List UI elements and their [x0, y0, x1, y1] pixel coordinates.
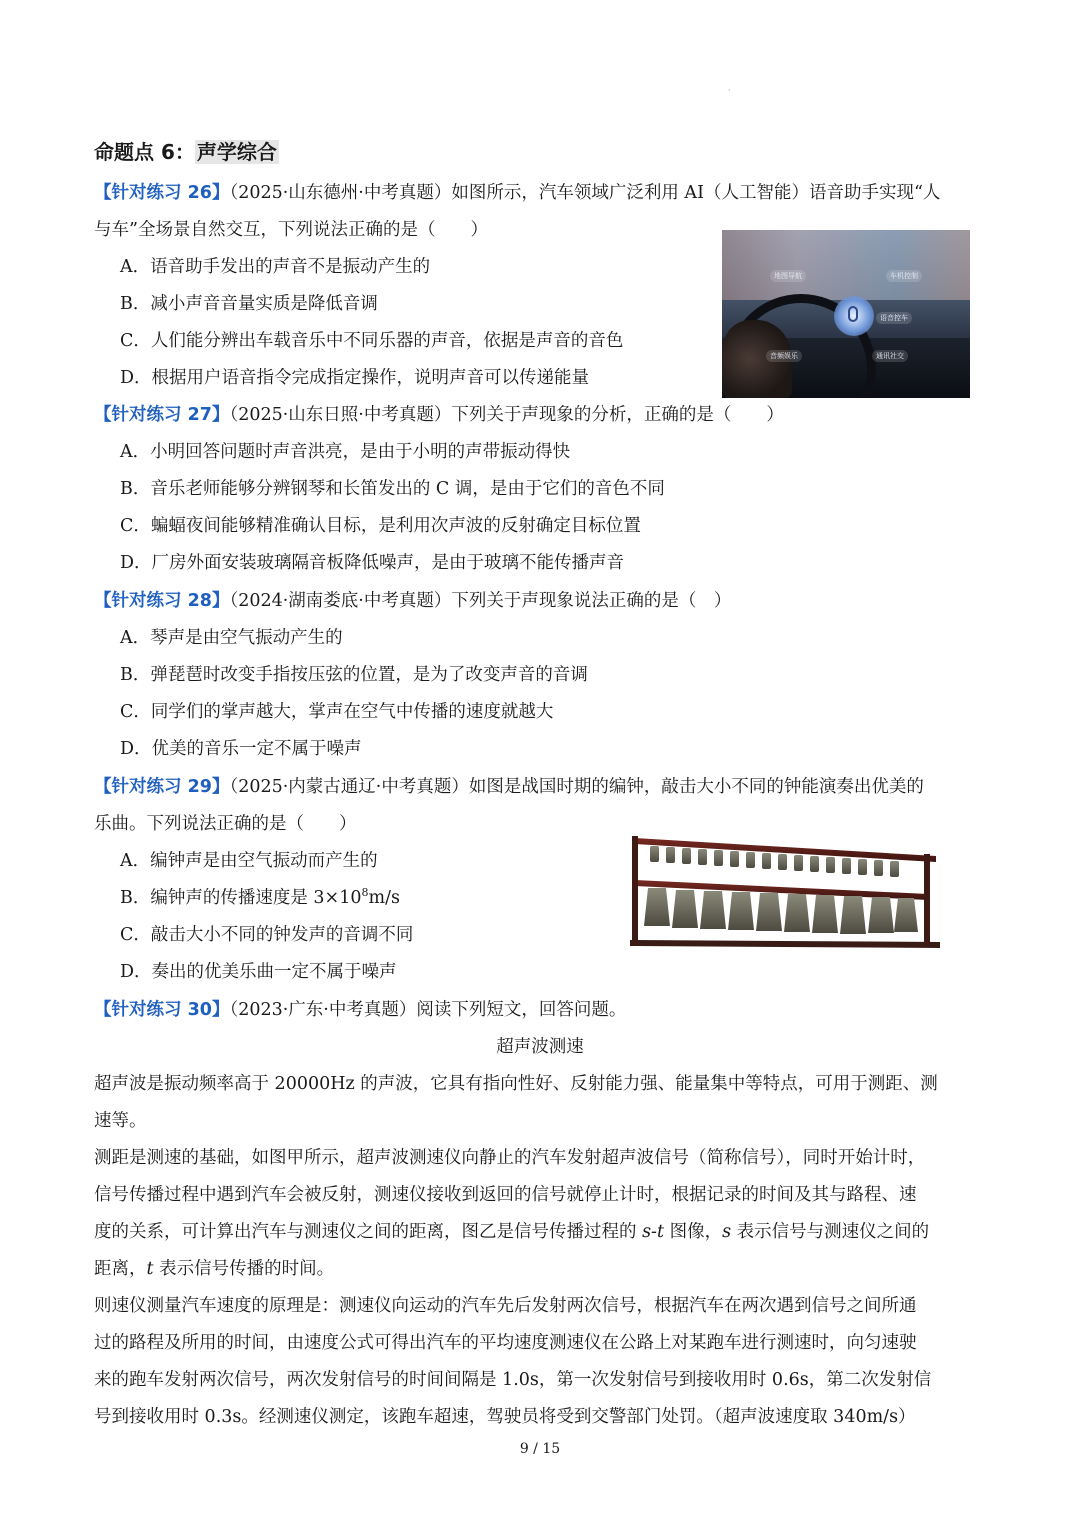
q28-option-a: A．琴声是由空气振动产生的 — [120, 628, 343, 648]
article-p2-line-1: 测距是测速的基础，如图甲所示，超声波测速仪向静止的汽车发射超声波信号（简称信号），同时开始计时， — [94, 1148, 926, 1168]
article-p3-line-1: 则速仪测量汽车速度的原理是：测速仪向运动的汽车先后发射两次信号，根据汽车在两次遇到信号之间所通 — [94, 1296, 917, 1316]
article-p2-l4-c: 表示信号传播的时间。 — [153, 1259, 335, 1279]
article-p3-line-3: 来的跑车发射两次信号，两次发射信号的时间间隔是 1.0s，第一次发射信号到接收用时 0.6s，第二次发射信 — [94, 1370, 932, 1390]
q29-option-b-exponent: 8 — [361, 886, 369, 900]
article-p2-l3-e: 表示信号与测速仪之间的 — [731, 1222, 930, 1242]
q30-stem-line-1 — [94, 995, 626, 1025]
q28-option-c: C．同学们的掌声越大，掌声在空气中传播的速度就越大 — [120, 702, 554, 722]
q29-option-d: D．奏出的优美乐曲一定不属于噪声 — [120, 962, 397, 982]
q26-tag: 【针对练习 26】 — [94, 183, 230, 203]
q29-option-b-text: B．编钟声的传播速度是 3×10 — [120, 888, 362, 908]
section-heading — [94, 137, 279, 167]
q29-option-c: C．敲击大小不同的钟发声的音调不同 — [120, 925, 414, 945]
q27-option-a: A．小明回答问题时声音洪亮，是由于小明的声带振动得快 — [120, 442, 571, 462]
q29-stem-text-1: （2025·内蒙古通辽·中考真题）如图是战国时期的编钟，敲击大小不同的钟能演奏出优美的 — [229, 777, 924, 797]
article-p2-l3-st: s-t — [642, 1222, 664, 1242]
bell-rack-base — [630, 940, 940, 948]
q27-option-c: C．蝙蝠夜间能够精准确认目标，是利用次声波的反射确定目标位置 — [120, 516, 641, 536]
figure-label-voice-control: 语音控车 — [876, 312, 912, 324]
figure-label-car-control: 车机控制 — [886, 270, 922, 282]
q27-option-b: B．音乐老师能够分辨钢琴和长笛发出的 C 调，是由于它们的音色不同 — [120, 479, 665, 499]
bell-rack-post-left — [632, 836, 638, 946]
q26-option-b: B．减小声音音量实质是降低音调 — [120, 294, 378, 314]
figure-label-nav: 地图导航 — [770, 270, 806, 282]
q30-tag: 【针对练习 30】 — [94, 1000, 230, 1020]
q28-option-d: D．优美的音乐一定不属于噪声 — [120, 739, 362, 759]
q29-stem-line-2: 乐曲。下列说法正确的是（ ） — [94, 814, 357, 834]
q26-stem-line-2: 与车”全场景自然交互，下列说法正确的是（ ） — [94, 220, 488, 240]
q28-tag: 【针对练习 28】 — [94, 591, 230, 611]
article-p1-line-2: 速等。 — [94, 1111, 147, 1131]
q26-stem-text-1: （2025·山东德州·中考真题）如图所示，汽车领域广泛利用 AI（人工智能）语音助手实现“人 — [229, 183, 941, 203]
article-p2-l3-c: 图像， — [664, 1222, 723, 1242]
article-p2-l4-a: 距离， — [94, 1259, 147, 1279]
article-p2-l3-a: 度的关系，可计算出汽车与测速仪之间的距离，图乙是信号传播过程的 — [94, 1222, 643, 1242]
q26-option-c: C．人们能分辨出车载音乐中不同乐器的声音，依据是声音的音色 — [120, 331, 624, 351]
bell-rack-post-right — [924, 854, 930, 946]
q26-option-d: D．根据用户语音指令完成指定操作，说明声音可以传递能量 — [120, 368, 590, 388]
article-p2-line-4 — [94, 1254, 334, 1284]
q26-option-a: A．语音助手发出的声音不是振动产生的 — [120, 257, 431, 277]
q27-tag: 【针对练习 27】 — [94, 405, 230, 425]
article-p2-l4-t: t — [146, 1259, 154, 1279]
q26-stem-line-1 — [94, 178, 940, 208]
article-p2-line-2: 信号传播过程中遇到汽车会被反射，测速仪接收到返回的信号就停止计时，根据记录的时间及其与路程、速 — [94, 1185, 917, 1205]
q27-option-d: D．厂房外面安装玻璃隔音板降低噪声，是由于玻璃不能传播声音 — [120, 553, 625, 573]
q29-option-a: A．编钟声是由空气振动而产生的 — [120, 851, 378, 871]
microphone-icon — [834, 296, 874, 336]
q28-stem-line-1 — [94, 586, 731, 616]
figure-label-social: 通讯社交 — [872, 350, 908, 362]
q28-option-b: B．弹琵琶时改变手指按压弦的位置，是为了改变声音的音调 — [120, 665, 588, 685]
article-title: 超声波测速 — [496, 1037, 584, 1057]
margin-mark: · — [728, 86, 731, 95]
q29-tag: 【针对练习 29】 — [94, 777, 230, 797]
q28-stem-text: （2024·湖南娄底·中考真题）下列关于声现象说法正确的是（ ） — [229, 591, 732, 611]
article-p3-line-4: 号到接收用时 0.3s。经测速仪测定，该跑车超速，驾驶员将受到交警部门处罚。（超声波速度取 340m/s） — [94, 1407, 916, 1427]
q29-option-b — [120, 883, 400, 913]
q27-stem-line-1 — [94, 400, 784, 430]
article-p3-line-2: 过的路程及所用的时间，由速度公式可得出汽车的平均速度测速仪在公路上对某跑车进行测速时，向匀速驶 — [94, 1333, 917, 1353]
q27-stem-text: （2025·山东日照·中考真题）下列关于声现象的分析，正确的是（ ） — [229, 405, 784, 425]
section-title: 声学综合 — [196, 140, 277, 164]
page-number: 9 / 15 — [519, 1441, 561, 1457]
windshield-view — [722, 230, 970, 300]
section-prefix: 命题点 6： — [94, 140, 195, 164]
q30-stem-text: （2023·广东·中考真题）阅读下列短文，回答问题。 — [229, 1000, 627, 1020]
article-p2-line-3 — [94, 1217, 929, 1247]
q29-stem-line-1 — [94, 772, 924, 802]
figure-label-audio: 音频娱乐 — [766, 350, 802, 362]
q29-option-b-unit: m/s — [368, 888, 400, 908]
bianzhong-bells-figure — [628, 822, 940, 950]
car-voice-assistant-figure — [722, 230, 970, 398]
article-p1-line-1: 超声波是振动频率高于 20000Hz 的声波，它具有指向性好、反射能力强、能量集中等特点，可用于测距、测 — [94, 1074, 938, 1094]
article-p2-l3-s: s — [722, 1222, 732, 1242]
